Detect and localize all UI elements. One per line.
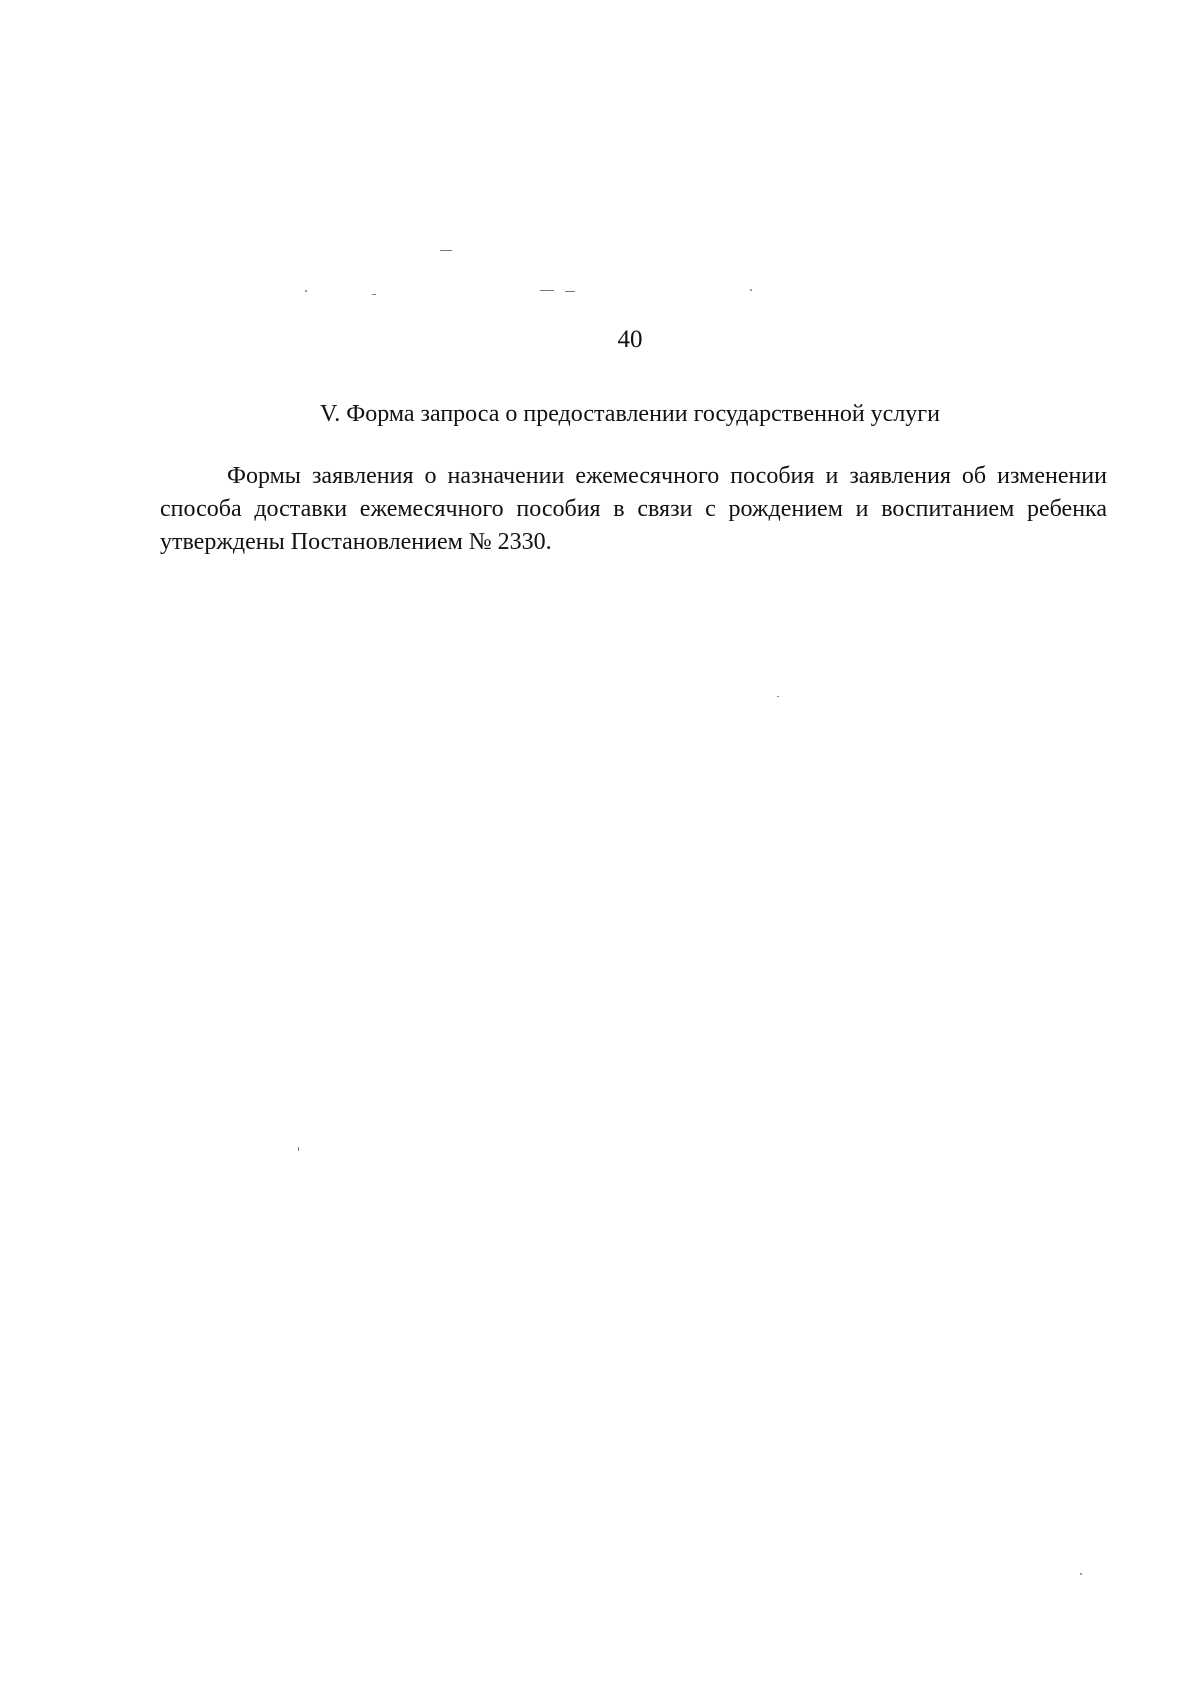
scan-speck <box>565 291 575 292</box>
body-paragraph: Формы заявления о назначении ежемесячного пособия и заявления об изменении способа доставки ежемесячного пособия в связи с рождением и воспитанием ребенка утверждены Постановлением № 2330. <box>160 463 1107 555</box>
scan-speck <box>1080 1573 1082 1575</box>
scan-speck <box>305 290 307 292</box>
scan-speck <box>777 696 779 697</box>
scan-speck <box>440 250 452 251</box>
section-title: V. Форма запроса о предоставлении государственной услуги <box>320 401 940 427</box>
scan-speck <box>540 290 554 291</box>
scan-speck <box>750 289 752 291</box>
scan-speck <box>298 1147 299 1151</box>
page-number: 40 <box>617 326 643 353</box>
scan-speck <box>372 294 376 295</box>
